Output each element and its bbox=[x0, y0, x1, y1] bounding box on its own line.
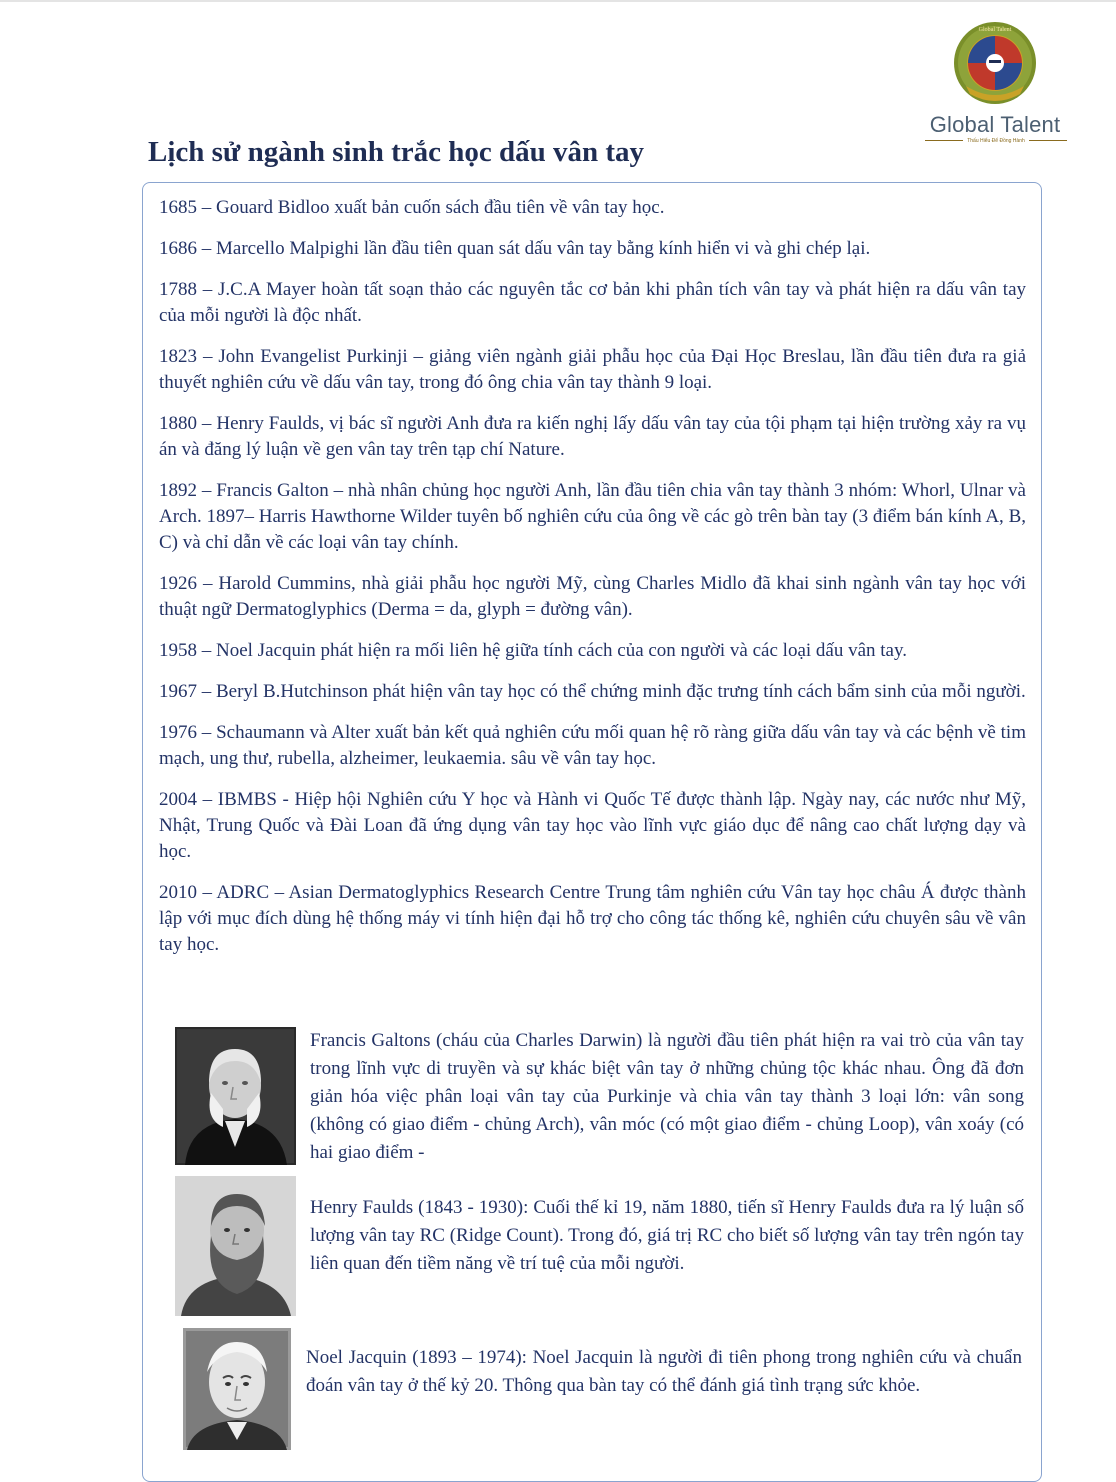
timeline-item-1926: 1926 – Harold Cummins, nhà giải phẫu học người Mỹ, cùng Charles Midlo đã khai sinh ngành vân tay học với thuật ngữ Dermatoglyphics (Derma = da, glyph = đường vân). bbox=[159, 573, 1026, 620]
timeline-item-1880: 1880 – Henry Faulds, vị bác sĩ người Anh đưa ra kiến nghị lấy dấu vân tay của tội phạm tại hiện trường xảy ra vụ án và đăng lý luận về gen vân tay trên tạp chí Nature. bbox=[159, 413, 1026, 460]
timeline-item-2010: 2010 – ADRC – Asian Dermatoglyphics Research Centre Trung tâm nghiên cứu Vân tay học châu Á được thành lập với mục đích dùng hệ thống máy vi tính hiện đại hỗ trợ cho công tác thống kê, nghiên cứu chuyên sâu về vân tay học. bbox=[159, 882, 1026, 955]
timeline-item-1892: 1892 – Francis Galton – nhà nhân chủng học người Anh, lần đầu tiên chia vân tay thành 3 nhóm: Whorl, Ulnar và Arch. 1897– Harris Hawthorne Wilder tuyên bố nghiên cứu của ông về các gò trên bàn tay (3 điểm bán kính A, B, C) và chỉ dẫn về các loại vân tay chính. bbox=[159, 480, 1026, 553]
francis-galton-portrait bbox=[175, 1027, 296, 1165]
timeline-item-1958: 1958 – Noel Jacquin phát hiện ra mối liên hệ giữa tính cách của con người và các loại dấu vân tay. bbox=[159, 640, 907, 661]
timeline-item-1823: 1823 – John Evangelist Purkinji – giảng viên ngành giải phẫu học của Đại Học Breslau, lần đầu tiên đưa ra giả thuyết nghiên cứu về dấu vân tay, trong đó ông chia vân tay thành 9 loại. bbox=[159, 346, 1026, 393]
global-talent-logo bbox=[912, 20, 1078, 150]
timeline-list bbox=[159, 195, 1026, 973]
timeline-item-1976: 1976 – Schaumann và Alter xuất bản kết quả nghiên cứu mối quan hệ rõ ràng giữa dấu vân tay và các bệnh về tim mạch, ung thư, rubella, alzheimer, leukaemia. sâu về vân tay học. bbox=[159, 722, 1026, 769]
top-rule bbox=[0, 0, 1116, 2]
bio-text-henry-faulds: Henry Faulds (1843 - 1930): Cuối thế kỉ 19, năm 1880, tiến sĩ Henry Faulds đưa ra lý luận số lượng vân tay RC (Ridge Count). Trong đó, giá trị RC cho biết số lượng vân tay trên ngón tay liên quan đến tiềm năng về trí tuệ của mỗi người. bbox=[310, 1197, 1024, 1274]
timeline-item-1788: 1788 – J.C.A Mayer hoàn tất soạn thảo các nguyên tắc cơ bản khi phân tích vân tay và phát hiện ra dấu vân tay của mỗi người là độc nhất. bbox=[159, 279, 1026, 326]
timeline-item-1686: 1686 – Marcello Malpighi lần đầu tiên quan sát dấu vân tay bằng kính hiển vi và ghi chép lại. bbox=[159, 238, 871, 259]
logo-tagline: Thấu Hiểu Để Đồng Hành bbox=[920, 138, 1072, 144]
timeline-item-1967: 1967 – Beryl B.Hutchinson phát hiện vân tay học có thể chứng minh đặc trưng tính cách bẩm sinh của mỗi người. bbox=[159, 681, 1026, 702]
bio-text-noel-jacquin: Noel Jacquin (1893 – 1974): Noel Jacquin là người đi tiên phong trong nghiên cứu và chuẩn đoán vân tay ở thế kỷ 20. Thông qua bàn tay có thể đánh giá tình trạng sức khỏe. bbox=[306, 1347, 1022, 1396]
global-talent-emblem-icon bbox=[952, 20, 1038, 106]
page-title: Lịch sử ngành sinh trắc học dấu vân tay bbox=[148, 136, 645, 168]
logo-ring-text: Global Talent bbox=[978, 27, 1012, 33]
timeline-item-1685: 1685 – Gouard Bidloo xuất bản cuốn sách đầu tiên về vân tay học. bbox=[159, 197, 665, 218]
henry-faulds-portrait bbox=[175, 1176, 296, 1316]
bio-text-francis-galton: Francis Galtons (cháu của Charles Darwin) là người đầu tiên phát hiện ra vai trò của vân tay trong lĩnh vực di truyền và sự khác biệt vân tay ở những chủng tộc khác nhau. Ông đã đơn giản hóa việc phân loại vân tay của Purkinje và chia vân tay thành 3 loại lớn: vân song (không có giao điểm - chủng Arch), vân móc (có một giao điểm - chủng Loop), vân xoáy (có hai giao điểm - bbox=[310, 1030, 1024, 1163]
logo-brand-name: Global Talent bbox=[929, 112, 1061, 137]
noel-jacquin-portrait bbox=[183, 1328, 291, 1450]
timeline-item-2004: 2004 – IBMBS - Hiệp hội Nghiên cứu Y học và Hành vi Quốc Tế được thành lập. Ngày nay, các nước như Mỹ, Nhật, Trung Quốc và Đài Loan đã ứng dụng vân tay học vào lĩnh vực giáo dục để nâng cao chất lượng dạy và học. bbox=[159, 789, 1026, 862]
